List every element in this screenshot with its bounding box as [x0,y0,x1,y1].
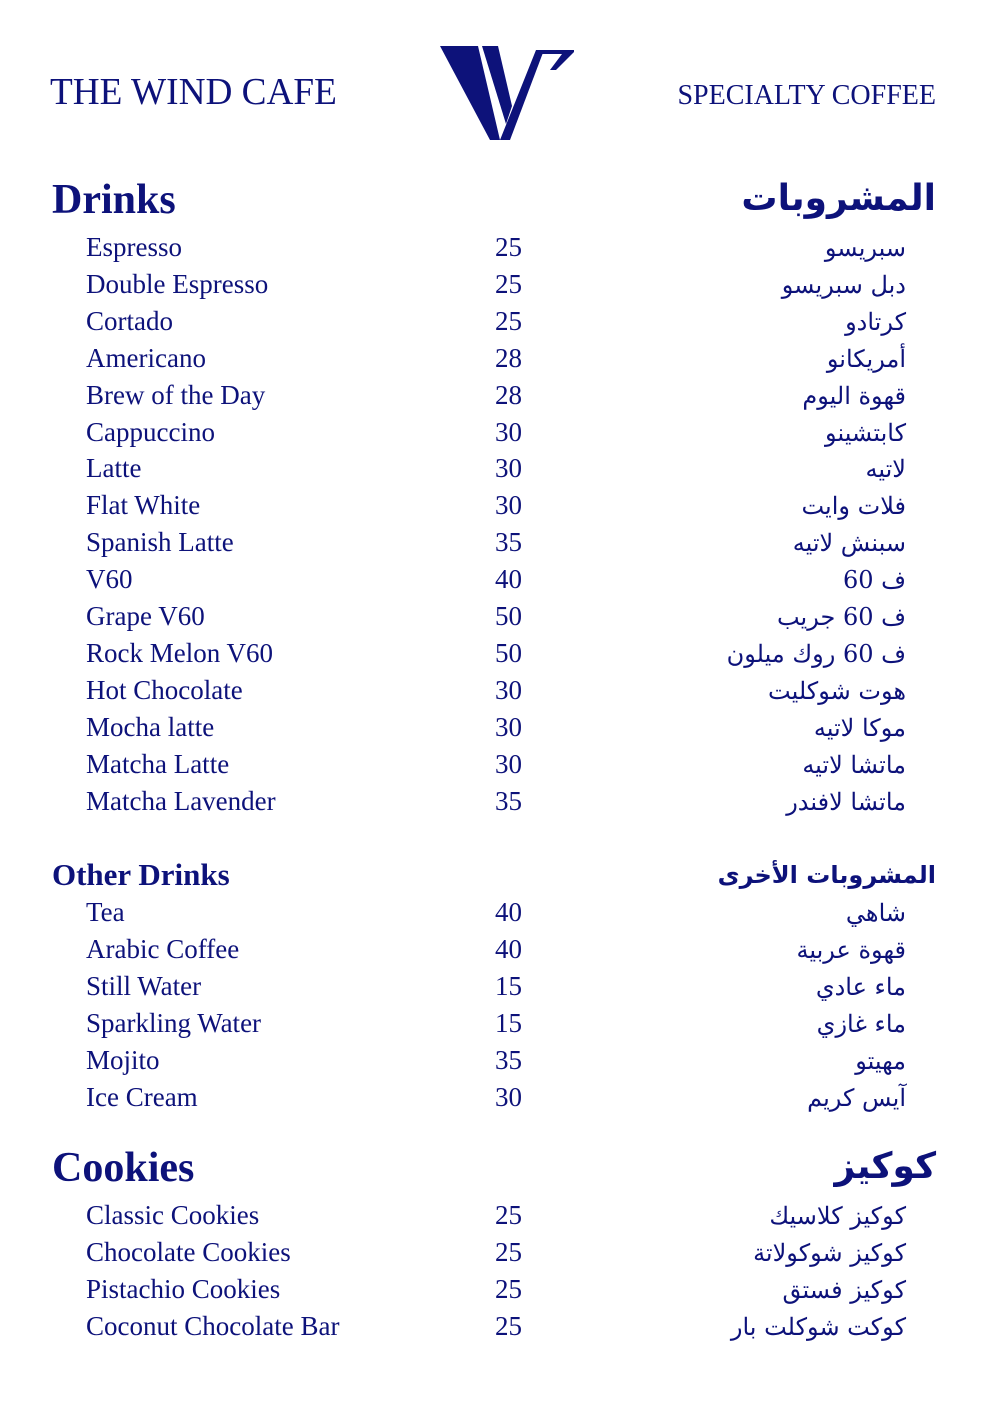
item-name: Hot Chocolate [86,674,243,705]
item-name-arabic: كرتادو [845,307,906,336]
item-price: 25 [495,1236,522,1267]
item-price: 35 [495,785,522,816]
menu-item [0,601,1000,638]
menu-item [0,380,1000,417]
item-name-arabic: سبنش لاتيه [792,529,906,558]
item-name: Chocolate Cookies [86,1236,291,1267]
menu-item [0,1082,1000,1119]
section-title-arabic: المشروبات الأخرى [717,861,936,889]
menu-item [0,232,1000,269]
item-name: Ice Cream [86,1081,198,1112]
item-price: 25 [495,1310,522,1341]
item-name-arabic: مهيتو [855,1046,906,1075]
cafe-name: THE WIND CAFE [50,71,337,113]
item-name: Brew of the Day [86,379,266,410]
drinks-section [0,176,1000,836]
item-name-arabic: دبل سبريسو [781,270,906,299]
section-title: Cookies [52,1145,195,1191]
item-price: 30 [495,416,522,447]
wind-cafe-logo-icon [438,44,578,144]
item-price: 25 [495,232,522,262]
item-name-arabic: كوكيز كلاسيك [769,1202,906,1230]
item-name-arabic: هوت شوكليت [768,676,906,705]
menu-item [0,1045,1000,1082]
menu-item [0,269,1000,306]
menu-item [0,453,1000,490]
item-name: Flat White [86,490,201,521]
item-name-arabic: ف 60 [842,566,906,595]
menu-item [0,638,1000,675]
item-price: 25 [495,268,522,299]
item-price: 30 [495,748,522,779]
item-name: Spanish Latte [86,527,234,558]
menu-item [0,712,1000,749]
menu-item [0,934,1000,971]
menu-item [0,1200,1000,1237]
item-price: 15 [495,1007,522,1038]
menu-item [0,490,1000,527]
menu-item [0,971,1000,1008]
item-name-arabic: ف 60 جريب [776,603,906,631]
item-name: Espresso [86,232,182,262]
item-name: Cortado [86,305,173,336]
item-name-arabic: شاهي [845,899,906,927]
item-name: Still Water [86,970,202,1001]
item-name: Mojito [86,1044,160,1075]
cafe-tagline: SPECIALTY COFFEE [677,80,936,111]
item-price: 30 [495,674,522,705]
item-price: 50 [495,637,522,668]
menu-item [0,786,1000,823]
item-name-arabic: قهوة عربية [796,935,906,964]
item-name: Rock Melon V60 [86,637,273,668]
menu-item [0,1237,1000,1274]
item-price: 40 [495,897,522,927]
menu-item [0,417,1000,454]
item-name-arabic: ماتشا لافندر [786,787,906,816]
item-name-arabic: كوكيز شوكولاتة [753,1238,906,1267]
item-price: 28 [495,342,522,373]
item-price: 28 [495,379,522,410]
item-name: Arabic Coffee [86,933,240,964]
item-name-arabic: ف 60 روك ميلون [726,639,906,668]
section-title-arabic: كوكيز [834,1146,936,1187]
item-name: Latte [86,453,142,484]
item-price: 30 [495,490,522,521]
section-title: Other Drinks [52,857,230,892]
item-name: Matcha Latte [86,748,230,779]
menu-item [0,527,1000,564]
item-price: 40 [495,564,522,595]
menu-item [0,564,1000,601]
menu-item [0,1274,1000,1311]
item-price: 15 [495,970,522,1001]
item-name-arabic: فلات وايت [801,492,906,521]
item-name: Coconut Chocolate Bar [86,1310,340,1341]
menu-item [0,306,1000,343]
other-drinks-section [0,857,1000,1117]
menu-item [0,343,1000,380]
item-price: 25 [495,1273,522,1304]
item-name: Double Espresso [86,268,269,299]
item-price: 50 [495,601,522,631]
item-price: 35 [495,527,522,558]
cookies-section [0,1144,1000,1364]
item-name: Tea [86,897,125,927]
item-name-arabic: آيس كريم [807,1083,906,1112]
item-price: 30 [495,453,522,484]
menu-item [0,675,1000,712]
item-price: 25 [495,1200,522,1230]
item-name: V60 [86,564,133,595]
menu-item [0,1311,1000,1348]
item-price: 35 [495,1044,522,1075]
item-name-arabic: ماء غازي [816,1009,906,1038]
item-name-arabic: ماء عادي [815,972,906,1001]
menu-item [0,1008,1000,1045]
item-name: Grape V60 [86,601,205,631]
item-name-arabic: موكا لاتيه [813,713,906,742]
item-name-arabic: كابتشينو [825,418,906,447]
item-price: 40 [495,933,522,964]
menu-item [0,897,1000,934]
item-name: Cappuccino [86,416,215,447]
section-title: Drinks [52,177,176,223]
item-name-arabic: سبريسو [824,234,906,262]
item-name: Classic Cookies [86,1200,260,1230]
item-name-arabic: لاتيه [865,455,906,484]
menu-item [0,749,1000,786]
item-name-arabic: قهوة اليوم [802,381,906,410]
item-name-arabic: ماتشا لاتيه [802,750,906,779]
item-price: 25 [495,305,522,336]
item-name: Americano [86,342,206,373]
item-name: Sparkling Water [86,1007,262,1038]
item-name-arabic: أمريكانو [826,344,906,373]
item-name-arabic: كوكيز فستق [782,1275,906,1304]
section-title-arabic: المشروبات [741,178,936,219]
menu-header [0,0,1000,150]
item-price: 30 [495,1081,522,1112]
item-name-arabic: كوكت شوكلت بار [730,1312,906,1341]
item-price: 30 [495,711,522,742]
item-name: Mocha latte [86,711,215,742]
item-name: Matcha Lavender [86,785,276,816]
item-name: Pistachio Cookies [86,1273,281,1304]
